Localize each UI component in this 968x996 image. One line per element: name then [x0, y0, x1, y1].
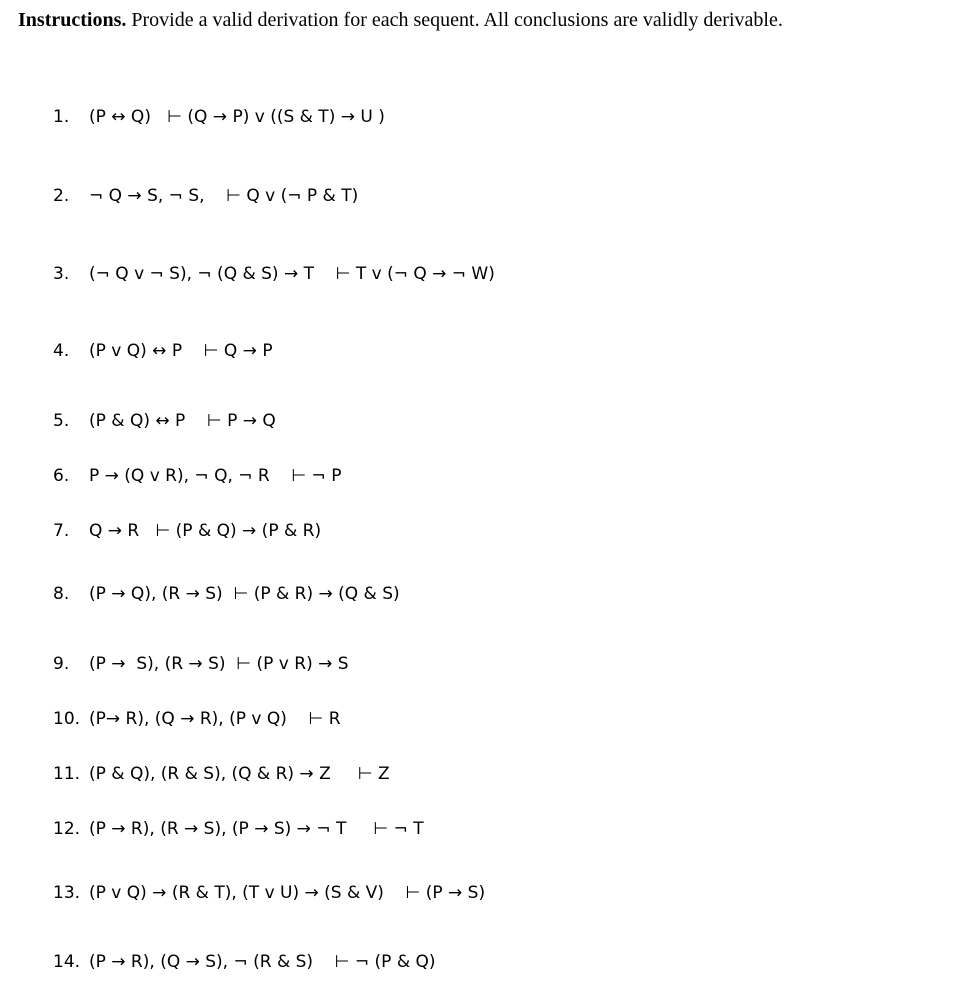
problem-number: 2. — [53, 186, 70, 206]
problem-number: 14. — [53, 952, 81, 972]
instructions-label: Instructions. — [18, 9, 127, 31]
problem-number: 12. — [53, 819, 81, 839]
problem-3 — [53, 263, 495, 285]
problem-2 — [53, 185, 358, 207]
instructions — [18, 8, 783, 32]
problem-sequent: (P → R), (R → S), (P → S) → ¬ T ⊢ ¬ T — [89, 819, 424, 839]
problem-sequent: (P → S), (R → S) ⊢ (P v R) → S — [89, 654, 349, 674]
problem-14 — [53, 951, 436, 973]
problem-number: 6. — [53, 466, 70, 486]
problem-sequent: (P ↔ Q) ⊢ (Q → P) v ((S & T) → U ) — [89, 107, 385, 127]
problem-number: 13. — [53, 883, 81, 903]
problem-5 — [53, 410, 276, 432]
problem-1 — [53, 106, 385, 128]
problem-sequent: (P v Q) → (R & T), (T v U) → (S & V) ⊢ (P → S) — [89, 883, 486, 903]
problem-number: 5. — [53, 411, 70, 431]
instructions-text: Provide a valid derivation for each sequent. All conclusions are validly derivable. — [126, 9, 783, 31]
problem-4 — [53, 340, 273, 362]
problem-sequent: (P & Q), (R & S), (Q & R) → Z ⊢ Z — [89, 764, 390, 784]
problem-sequent: P → (Q v R), ¬ Q, ¬ R ⊢ ¬ P — [89, 466, 342, 486]
problem-10 — [53, 708, 341, 730]
problem-sequent: (P→ R), (Q → R), (P v Q) ⊢ R — [89, 709, 341, 729]
problem-sequent: (P → R), (Q → S), ¬ (R & S) ⊢ ¬ (P & Q) — [89, 952, 436, 972]
problem-number: 10. — [53, 709, 81, 729]
problem-13 — [53, 882, 485, 904]
problem-sequent: ¬ Q → S, ¬ S, ⊢ Q v (¬ P & T) — [89, 186, 359, 206]
problem-sequent: (P → Q), (R → S) ⊢ (P & R) → (Q & S) — [89, 584, 400, 604]
problem-number: 1. — [53, 107, 70, 127]
problem-number: 3. — [53, 264, 70, 284]
problem-number: 8. — [53, 584, 70, 604]
problem-number: 9. — [53, 654, 70, 674]
problem-9 — [53, 653, 349, 675]
problem-11 — [53, 763, 390, 785]
problem-sequent: (¬ Q v ¬ S), ¬ (Q & S) → T ⊢ T v (¬ Q → ¬ W) — [89, 264, 495, 284]
problem-number: 7. — [53, 521, 70, 541]
problem-7 — [53, 520, 321, 542]
problem-6 — [53, 465, 341, 487]
problem-sequent: Q → R ⊢ (P & Q) → (P & R) — [89, 521, 322, 541]
problem-8 — [53, 583, 400, 605]
problem-number: 11. — [53, 764, 81, 784]
problem-12 — [53, 818, 424, 840]
problem-sequent: (P v Q) ↔ P ⊢ Q → P — [89, 341, 273, 361]
problem-number: 4. — [53, 341, 70, 361]
problem-sequent: (P & Q) ↔ P ⊢ P → Q — [89, 411, 276, 431]
